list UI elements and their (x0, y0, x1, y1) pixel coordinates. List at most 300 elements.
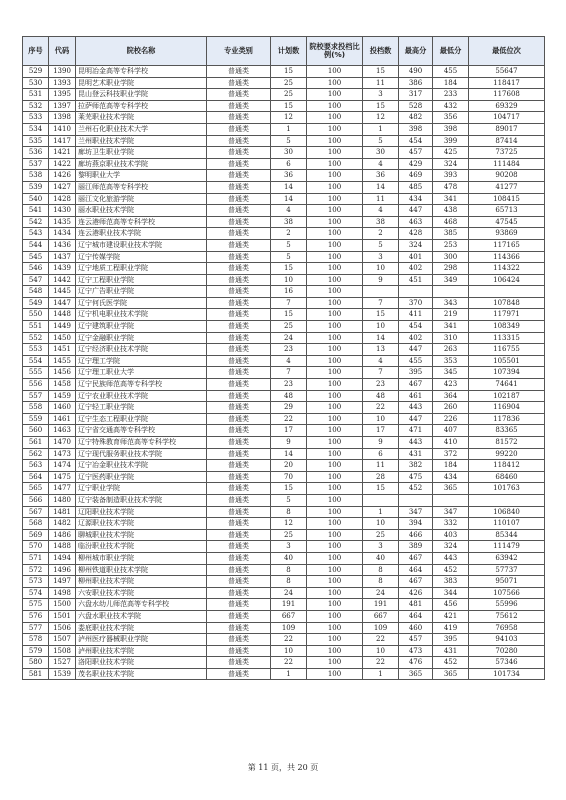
table-row (23, 448, 545, 460)
table-cell: 普通类 (207, 622, 271, 634)
table-cell: 1427 (49, 181, 76, 193)
table-cell: 667 (363, 610, 399, 622)
table-cell: 普通类 (207, 181, 271, 193)
table-cell: 100 (307, 471, 363, 483)
table-cell: 233 (433, 89, 469, 101)
table-cell: 5 (363, 135, 399, 147)
table-cell: 23 (271, 344, 307, 356)
table-cell: 普通类 (207, 100, 271, 112)
table-cell: 547 (23, 274, 49, 286)
table-cell: 14 (363, 181, 399, 193)
table-row (23, 668, 545, 680)
table-cell (363, 494, 399, 506)
table-cell: 1437 (49, 251, 76, 263)
table-cell: 438 (433, 205, 469, 217)
table-cell: 2 (271, 228, 307, 240)
table-cell: 9 (363, 437, 399, 449)
table-cell: 490 (399, 66, 433, 78)
table-cell: 泸州医疗器械职业学院 (76, 634, 207, 646)
table-cell: 23 (271, 379, 307, 391)
table-cell: 370 (399, 297, 433, 309)
table-cell: 5 (271, 494, 307, 506)
table-cell: 8 (271, 576, 307, 588)
table-cell: 普通类 (207, 506, 271, 518)
table-cell: 263 (433, 344, 469, 356)
table-row (23, 367, 545, 379)
table-cell: 70 (271, 471, 307, 483)
table-cell: 普通类 (207, 529, 271, 541)
table-cell: 辽宁建筑职业学院 (76, 321, 207, 333)
table-cell: 100 (307, 332, 363, 344)
table-cell: 100 (307, 66, 363, 78)
table-cell: 普通类 (207, 286, 271, 298)
table-cell: 343 (433, 297, 469, 309)
table-cell: 540 (23, 193, 49, 205)
table-cell: 100 (307, 483, 363, 495)
table-cell: 109 (363, 622, 399, 634)
table-cell: 402 (399, 263, 433, 275)
table-cell: 普通类 (207, 425, 271, 437)
table-cell: 9 (363, 274, 399, 286)
table-cell: 辽宁冶金职业技术学院 (76, 460, 207, 472)
table-cell: 317 (399, 89, 433, 101)
table-cell: 1439 (49, 263, 76, 275)
table-cell: 117165 (469, 239, 545, 251)
table-cell: 347 (399, 506, 433, 518)
table-cell: 101734 (469, 668, 545, 680)
table-cell: 69329 (469, 100, 545, 112)
table-cell: 1451 (49, 344, 76, 356)
table-cell: 普通类 (207, 379, 271, 391)
table-cell: 533 (23, 112, 49, 124)
table-cell: 184 (433, 77, 469, 89)
table-cell: 386 (399, 77, 433, 89)
table-cell: 443 (399, 437, 433, 449)
table-cell: 辽宁理工学院 (76, 355, 207, 367)
table-cell: 118417 (469, 77, 545, 89)
table-cell: 1430 (49, 205, 76, 217)
table-cell: 85344 (469, 529, 545, 541)
table-cell: 1486 (49, 529, 76, 541)
table-cell: 1458 (49, 379, 76, 391)
table-cell: 467 (399, 379, 433, 391)
table-cell: 辽宁民族师范高等专科学校 (76, 379, 207, 391)
table-row (23, 622, 545, 634)
table-cell: 1422 (49, 158, 76, 170)
table-cell: 571 (23, 552, 49, 564)
table-cell: 100 (307, 181, 363, 193)
table-row (23, 587, 545, 599)
table-row (23, 610, 545, 622)
table-cell: 100 (307, 634, 363, 646)
table-cell: 1498 (49, 587, 76, 599)
table-cell: 普通类 (207, 599, 271, 611)
table-cell: 558 (23, 402, 49, 414)
table-cell: 15 (271, 263, 307, 275)
table-cell: 丽江师范高等专科学校 (76, 181, 207, 193)
header-row (23, 37, 545, 66)
table-cell: 100 (307, 158, 363, 170)
table-cell: 普通类 (207, 413, 271, 425)
table-cell: 24 (363, 587, 399, 599)
table-cell: 3 (363, 89, 399, 101)
table-cell: 466 (399, 529, 433, 541)
table-cell: 105501 (469, 355, 545, 367)
table-cell: 68460 (469, 471, 545, 483)
table-cell: 六盘水幼儿师范高等专科学校 (76, 599, 207, 611)
table-cell: 184 (433, 460, 469, 472)
table-cell: 8 (271, 506, 307, 518)
table-cell: 10 (363, 413, 399, 425)
table-cell: 28 (363, 471, 399, 483)
table-cell: 13 (363, 344, 399, 356)
table-cell: 15 (363, 483, 399, 495)
table-cell: 100 (307, 205, 363, 217)
table-cell: 455 (399, 355, 433, 367)
table-cell: 普通类 (207, 448, 271, 460)
table-cell: 537 (23, 158, 49, 170)
table-cell: 253 (433, 239, 469, 251)
table-cell: 1 (363, 506, 399, 518)
table-cell: 89017 (469, 123, 545, 135)
table-cell: 356 (433, 112, 469, 124)
table-cell: 100 (307, 413, 363, 425)
column-header: 院校要求投档比例(%) (307, 37, 363, 66)
table-cell: 65713 (469, 205, 545, 217)
table-cell: 551 (23, 321, 49, 333)
table-cell: 5 (271, 239, 307, 251)
table-row (23, 483, 545, 495)
table-cell: 1449 (49, 321, 76, 333)
table-cell: 94103 (469, 634, 545, 646)
table-cell: 8 (363, 576, 399, 588)
table-cell: 22 (363, 657, 399, 669)
table-cell: 87414 (469, 135, 545, 147)
table-cell: 100 (307, 112, 363, 124)
table-row (23, 239, 545, 251)
table-cell: 100 (307, 77, 363, 89)
table-cell: 76958 (469, 622, 545, 634)
table-cell: 1482 (49, 518, 76, 530)
table-cell: 463 (399, 216, 433, 228)
table-cell: 473 (399, 645, 433, 657)
table-cell: 107566 (469, 587, 545, 599)
table-row (23, 402, 545, 414)
table-cell: 482 (399, 112, 433, 124)
table-cell: 15 (363, 309, 399, 321)
table-cell: 兰州石化职业技术大学 (76, 123, 207, 135)
table-cell: 41277 (469, 181, 545, 193)
table-cell: 332 (433, 518, 469, 530)
table-cell: 100 (307, 228, 363, 240)
admission-table-container (22, 36, 544, 680)
table-cell: 17 (271, 425, 307, 437)
table-cell: 1398 (49, 112, 76, 124)
table-cell: 467 (399, 552, 433, 564)
table-cell: 100 (307, 286, 363, 298)
table-cell: 107394 (469, 367, 545, 379)
table-cell: 100 (307, 355, 363, 367)
table-cell: 191 (271, 599, 307, 611)
table-cell: 443 (399, 402, 433, 414)
table-cell: 15 (271, 309, 307, 321)
table-cell: 25 (271, 77, 307, 89)
table-cell: 9 (271, 437, 307, 449)
table-cell: 辽宁何氏医学院 (76, 297, 207, 309)
table-cell: 100 (307, 610, 363, 622)
table-cell: 柳州城市职业学院 (76, 552, 207, 564)
table-cell: 447 (399, 413, 433, 425)
table-cell: 普通类 (207, 518, 271, 530)
table-cell (363, 286, 399, 298)
table-cell: 544 (23, 239, 49, 251)
table-row (23, 147, 545, 159)
table-cell: 普通类 (207, 483, 271, 495)
table-cell: 102187 (469, 390, 545, 402)
table-cell: 324 (433, 158, 469, 170)
table-cell: 1442 (49, 274, 76, 286)
table-cell: 395 (399, 367, 433, 379)
table-cell: 471 (399, 425, 433, 437)
table-cell: 447 (399, 344, 433, 356)
table-cell: 普通类 (207, 77, 271, 89)
table-cell: 普通类 (207, 657, 271, 669)
table-cell: 六盘水职业技术学院 (76, 610, 207, 622)
table-cell: 辽源职业技术学院 (76, 518, 207, 530)
table-cell: 连云港职业技术学院 (76, 228, 207, 240)
table-cell: 1426 (49, 170, 76, 182)
table-cell: 530 (23, 77, 49, 89)
table-cell: 554 (23, 355, 49, 367)
table-cell: 普通类 (207, 158, 271, 170)
table-cell: 1507 (49, 634, 76, 646)
table-row (23, 170, 545, 182)
table-cell: 349 (433, 274, 469, 286)
table-cell: 昆明冶金高等专科学校 (76, 66, 207, 78)
table-cell: 普通类 (207, 193, 271, 205)
table-row (23, 529, 545, 541)
table-cell: 100 (307, 379, 363, 391)
table-cell: 55647 (469, 66, 545, 78)
table-cell: 辽宁农业职业技术学院 (76, 390, 207, 402)
table-cell: 568 (23, 518, 49, 530)
table-cell: 382 (399, 460, 433, 472)
table-row (23, 541, 545, 553)
table-cell: 545 (23, 251, 49, 263)
table-cell: 75612 (469, 610, 545, 622)
table-cell: 14 (271, 448, 307, 460)
column-header: 代码 (49, 37, 76, 66)
table-cell: 普通类 (207, 367, 271, 379)
table-cell: 普通类 (207, 251, 271, 263)
table-cell: 12 (363, 112, 399, 124)
table-cell: 普通类 (207, 576, 271, 588)
table-cell: 324 (399, 239, 433, 251)
table-cell: 1470 (49, 437, 76, 449)
table-cell: 48 (363, 390, 399, 402)
table-cell: 3 (363, 541, 399, 553)
table-cell: 1497 (49, 576, 76, 588)
table-cell: 99220 (469, 448, 545, 460)
table-cell: 15 (363, 100, 399, 112)
table-cell: 566 (23, 494, 49, 506)
table-cell: 普通类 (207, 274, 271, 286)
table-row (23, 576, 545, 588)
table-cell: 469 (399, 170, 433, 182)
table-cell: 丽江文化旅游学院 (76, 193, 207, 205)
table-cell: 100 (307, 135, 363, 147)
table-cell: 1481 (49, 506, 76, 518)
table-cell: 108349 (469, 321, 545, 333)
table-cell: 478 (433, 181, 469, 193)
table-row (23, 390, 545, 402)
table-row (23, 263, 545, 275)
column-header: 专业类别 (207, 37, 271, 66)
column-header: 最低分 (433, 37, 469, 66)
table-cell: 普通类 (207, 135, 271, 147)
table-cell: 15 (271, 100, 307, 112)
table-cell: 1421 (49, 147, 76, 159)
table-cell: 普通类 (207, 355, 271, 367)
table-cell: 532 (23, 100, 49, 112)
table-cell: 辽宁轻工职业学院 (76, 402, 207, 414)
table-row (23, 460, 545, 472)
table-cell: 辽宁现代服务职业技术学院 (76, 448, 207, 460)
table-cell: 普通类 (207, 634, 271, 646)
table-cell: 557 (23, 390, 49, 402)
table-cell: 411 (399, 309, 433, 321)
table-row (23, 355, 545, 367)
table-cell: 7 (363, 297, 399, 309)
table-cell: 100 (307, 123, 363, 135)
table-cell: 14 (363, 332, 399, 344)
table-cell: 辽宁装备制造职业技术学院 (76, 494, 207, 506)
table-cell: 555 (23, 367, 49, 379)
table-cell: 7 (363, 367, 399, 379)
table-cell: 4 (271, 355, 307, 367)
table-cell: 114322 (469, 263, 545, 275)
table-cell: 461 (399, 390, 433, 402)
table-cell: 47545 (469, 216, 545, 228)
table-row (23, 564, 545, 576)
table-cell: 48 (271, 390, 307, 402)
table-cell: 74641 (469, 379, 545, 391)
table-cell: 普通类 (207, 170, 271, 182)
table-cell: 1473 (49, 448, 76, 460)
table-cell: 1448 (49, 309, 76, 321)
table-cell: 1477 (49, 483, 76, 495)
table-cell: 428 (399, 228, 433, 240)
table-cell: 564 (23, 471, 49, 483)
table-cell: 372 (433, 448, 469, 460)
table-cell: 29 (271, 402, 307, 414)
table-cell: 25 (271, 321, 307, 333)
table-cell: 普通类 (207, 112, 271, 124)
table-cell: 6 (363, 448, 399, 460)
table-cell: 1428 (49, 193, 76, 205)
table-cell: 辽宁工程职业学院 (76, 274, 207, 286)
table-cell: 81572 (469, 437, 545, 449)
table-cell: 昆山登云科技职业学院 (76, 89, 207, 101)
table-cell: 22 (271, 634, 307, 646)
table-row (23, 321, 545, 333)
table-cell: 403 (433, 529, 469, 541)
table-row (23, 413, 545, 425)
table-cell: 419 (433, 622, 469, 634)
table-cell: 432 (433, 100, 469, 112)
table-cell: 拉萨师范高等专科学校 (76, 100, 207, 112)
table-cell: 100 (307, 100, 363, 112)
table-cell: 1475 (49, 471, 76, 483)
table-cell: 100 (307, 587, 363, 599)
table-cell: 455 (433, 66, 469, 78)
table-cell: 100 (307, 274, 363, 286)
table-cell: 667 (271, 610, 307, 622)
table-cell: 普通类 (207, 668, 271, 680)
table-cell: 83365 (469, 425, 545, 437)
table-cell: 辽宁经济职业技术学院 (76, 344, 207, 356)
table-cell: 345 (433, 367, 469, 379)
table-cell: 辽宁生态工程职业学院 (76, 413, 207, 425)
table-cell: 普通类 (207, 321, 271, 333)
table-cell: 576 (23, 610, 49, 622)
table-cell: 辽宁理工职业大学 (76, 367, 207, 379)
table-cell: 570 (23, 541, 49, 553)
table-cell: 574 (23, 587, 49, 599)
table-row (23, 332, 545, 344)
table-cell: 100 (307, 657, 363, 669)
table-cell: 100 (307, 263, 363, 275)
table-cell: 100 (307, 599, 363, 611)
table-cell: 344 (433, 587, 469, 599)
table-cell: 10 (363, 263, 399, 275)
table-cell: 普通类 (207, 263, 271, 275)
table-cell: 4 (271, 205, 307, 217)
table-header (23, 37, 545, 66)
table-cell: 1496 (49, 564, 76, 576)
table-cell: 1395 (49, 89, 76, 101)
table-cell: 101763 (469, 483, 545, 495)
table-cell: 535 (23, 135, 49, 147)
table-cell (469, 286, 545, 298)
table-cell: 8 (271, 564, 307, 576)
table-cell: 丽水职业技术学院 (76, 205, 207, 217)
table-cell: 100 (307, 668, 363, 680)
table-cell: 457 (399, 634, 433, 646)
table-cell: 1435 (49, 216, 76, 228)
table-cell: 1474 (49, 460, 76, 472)
table-row (23, 437, 545, 449)
table-cell: 38 (363, 216, 399, 228)
table-cell: 22 (363, 634, 399, 646)
table-cell: 426 (399, 587, 433, 599)
table-cell: 昆明艺术职业学院 (76, 77, 207, 89)
table-cell: 辽宁广告职业学院 (76, 286, 207, 298)
table-cell: 5 (363, 239, 399, 251)
table-cell: 429 (399, 158, 433, 170)
table-cell: 1461 (49, 413, 76, 425)
table-cell: 11 (363, 193, 399, 205)
table-cell: 1488 (49, 541, 76, 553)
column-header: 最低位次 (469, 37, 545, 66)
table-cell: 109 (271, 622, 307, 634)
table-row (23, 379, 545, 391)
table-cell: 4 (363, 205, 399, 217)
table-cell: 1393 (49, 77, 76, 89)
table-cell: 普通类 (207, 228, 271, 240)
table-cell: 385 (433, 228, 469, 240)
table-cell: 7 (271, 367, 307, 379)
